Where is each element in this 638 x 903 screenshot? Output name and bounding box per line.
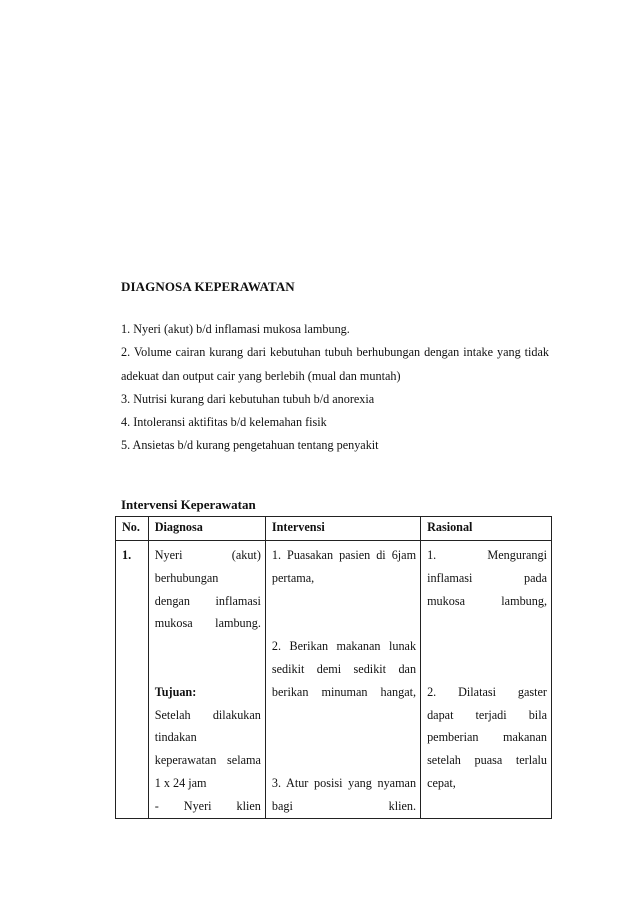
cell-diagnosa [148, 541, 265, 819]
diagnosa-item: 4. Intoleransi aktifitas b/d kelemahan fisik [121, 415, 327, 430]
diagnosa-line: mukosa lambung. [154, 616, 261, 631]
cell-rasional [421, 541, 552, 819]
rasional-line: 2. Dilatasi gaster [427, 684, 547, 699]
diagnosa-item: 5. Ansietas b/d kurang pengetahuan tentang penyakit [121, 438, 379, 453]
tujuan-line: - Nyeri klien [154, 798, 261, 813]
rasional-line: pemberian makanan [427, 730, 547, 745]
intervensi-line: 2. Berikan makanan lunak [271, 639, 417, 654]
intervensi-line: pertama, [271, 570, 315, 585]
header-no: No. [116, 517, 149, 541]
table-row [116, 541, 552, 819]
tujuan-label: Tujuan: [154, 684, 197, 699]
intervensi-table [115, 516, 552, 819]
table-header-row [116, 517, 552, 541]
tujuan-line: Setelah dilakukan [154, 707, 261, 722]
rasional-line: cepat, [427, 775, 456, 790]
rasional-line: dapat terjadi bila [427, 707, 547, 722]
diagnosa-line: dengan inflamasi [154, 593, 261, 608]
intervensi-line: 3. Atur posisi yang nyaman [271, 775, 417, 790]
diagnosa-item: 1. Nyeri (akut) b/d inflamasi mukosa lambung. [121, 322, 350, 336]
diagnosa-line: berhubungan [154, 570, 219, 585]
rasional-line: mukosa lambung, [427, 593, 547, 608]
tujuan-line: keperawatan selama [154, 753, 261, 768]
intervensi-line: bagi klien. [271, 798, 417, 813]
intervensi-line: sedikit demi sedikit dan [271, 661, 417, 676]
intervensi-heading: Intervensi Keperawatan [121, 497, 256, 512]
header-rasional: Rasional [421, 517, 552, 541]
header-intervensi: Intervensi [265, 517, 420, 541]
diagnosa-item: 3. Nutrisi kurang dari kebutuhan tubuh b/d anorexia [121, 391, 375, 406]
tujuan-line: 1 x 24 jam [154, 775, 207, 790]
rasional-line: 1. Mengurangi [427, 548, 547, 562]
header-diagnosa: Diagnosa [148, 517, 265, 541]
rasional-line: inflamasi pada [427, 570, 547, 585]
tujuan-line: tindakan [154, 730, 197, 745]
intervensi-line: berikan minuman hangat, [271, 684, 417, 699]
intervensi-line: 1. Puasakan pasien di 6jam [271, 548, 417, 562]
diagnosa-heading: DIAGNOSA KEPERAWATAN [121, 279, 295, 294]
cell-intervensi [265, 541, 420, 819]
diagnosa-item: 2. Volume cairan kurang dari kebutuhan tubuh berhubungan dengan intake yang tidak adekuat dan output cair yang berlebih (mual dan muntah) [121, 345, 549, 383]
cell-no: 1. [116, 541, 149, 819]
diagnosa-list [121, 318, 549, 458]
diagnosa-line: Nyeri (akut) [154, 548, 261, 562]
rasional-line: setelah puasa terlalu [427, 753, 547, 768]
